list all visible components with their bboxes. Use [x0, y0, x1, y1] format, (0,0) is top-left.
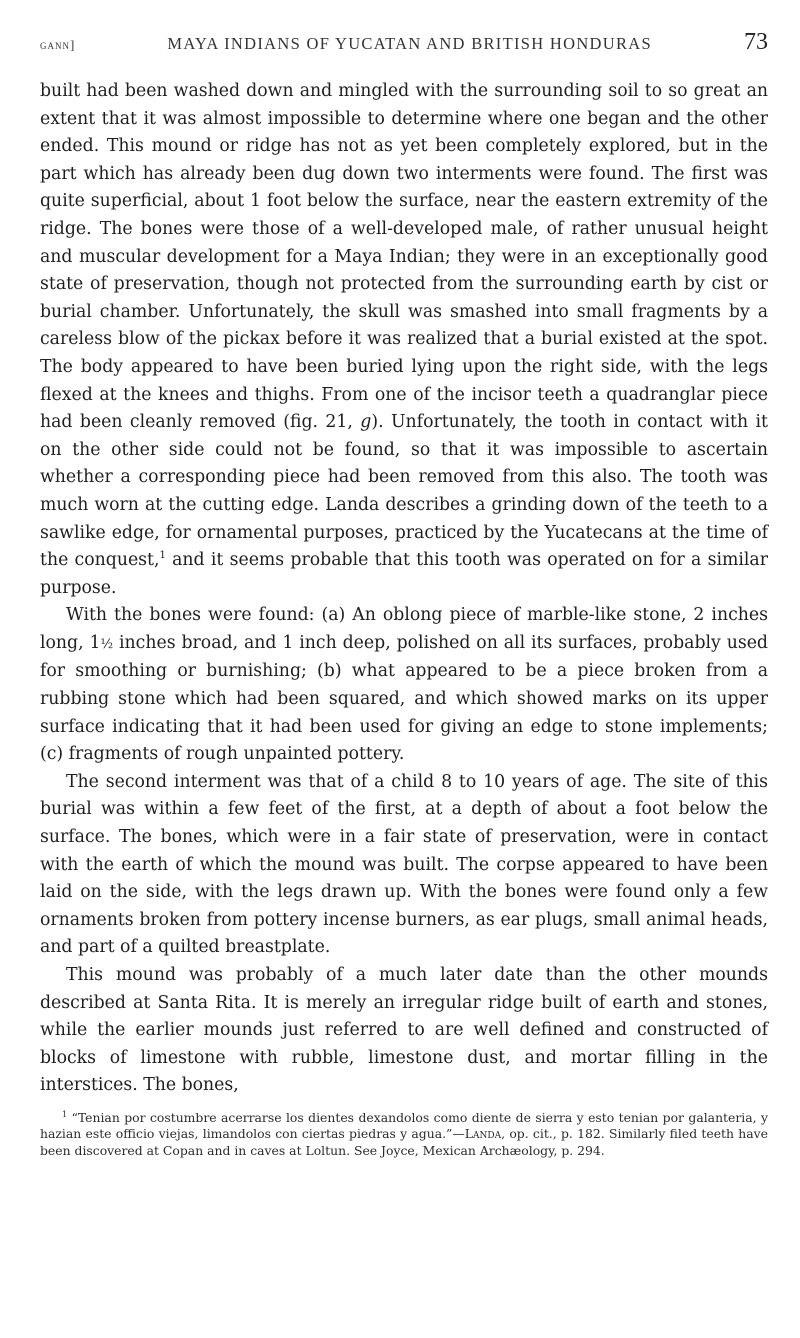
footnote-mark: 1: [62, 1109, 68, 1119]
fraction: ½: [100, 636, 114, 652]
footnote-1: [40, 1110, 768, 1159]
footnote-reference[interactable]: 1: [159, 550, 166, 562]
paragraph-1-text-b: ). Unfortunately, the tooth in contact with it on the other side could not be found, so that it was impossible to ascertain whether a corresponding piece had been removed from this also. The tooth was much worn at the cutting edge. Landa describes a grinding down of the teeth to a sawlike edge, for ornamental purposes, practiced by the Yucatecans at the time of the conquest,: [40, 412, 768, 571]
footnotes: [40, 1110, 768, 1159]
paragraph-2-text-a: With the bones were found: (a) An oblong piece of marble-like stone, 2 inches long, 1: [40, 605, 768, 653]
body-text: [40, 78, 768, 1100]
footnote-text-b: , op. cit., p. 182. Similarly filed teeth have been discovered at Copan and in caves at Loltun. See Joyce, Mexican Archæology, p. 294.: [40, 1126, 768, 1158]
footnote-text-a: “Tenian por costumbre acerrarse los dientes dexandolos como diente de sierra y esto tenian por galanteria, y hazian este officio viejas, limandolos con ciertas piedras y agua.”—: [40, 1109, 768, 1142]
paragraph-1: [40, 78, 768, 602]
paragraph-1-text-c: and it seems probable that this tooth was operated on for a similar purpose.: [40, 550, 768, 598]
running-head-author: gann]: [40, 37, 76, 52]
paragraph-1-text-a: built had been washed down and mingled with the surrounding soil to so great an extent that it was almost impossible to determine where one began and the other ended. This mound or ridge has not as yet been completely explored, but in the part which has already been dug down two interments were found. The first was quite superficial, about 1 foot below the surface, near the eastern extremity of the ridge. The bones were those of a well-developed male, of rather unusual height and muscular development for a Maya Indian; they were in an exceptionally good state of preservation, though not protected from the surrounding earth by cist or burial chamber. Unfortunately, the skull was smashed into small fragments by a careless blow of the pickax before it was realized that a burial existed at the spot. The body appeared to have been buried lying upon the right side, with the legs flexed at the knees and thighs. From one of the incisor teeth a quadranglar piece had been cleanly removed (fig. 21,: [40, 81, 768, 433]
page-number: 73: [743, 29, 768, 55]
paragraph-2-text-b: inches broad, and 1 inch deep, polished on all its surfaces, probably used for smoothing or burnishing; (b) what appeared to be a piece broken from a rubbing stone which had been squared, and which showed marks on its upper surface indicating that it had been used for giving an edge to stone implements; (c) fragments of rough unpainted pottery.: [40, 632, 768, 765]
footnote-author: Landa: [464, 1126, 502, 1142]
running-head: [40, 18, 768, 66]
paragraph-2: [40, 602, 768, 769]
running-head-title: MAYA INDIANS OF YUCATAN AND BRITISH HONDURAS: [167, 34, 652, 53]
paragraph-4: This mound was probably of a much later date than the other mounds described at Santa Rita. It is merely an irregular ridge built of earth and stones, while the earlier mounds just referred to are well defined and constructed of blocks of limestone with rubble, limestone dust, and mortar filling in the interstices. The bones,: [40, 965, 768, 1096]
figure-letter: g: [360, 412, 372, 433]
paragraph-3: The second interment was that of a child 8 to 10 years of age. The site of this burial was within a few feet of the first, at a depth of about a foot below the surface. The bones, which were in a fair state of preservation, were in contact with the earth of which the mound was built. The corpse appeared to have been laid on the side, with the legs drawn up. With the bones were found only a few ornaments broken from pottery incense burners, as ear plugs, small animal heads, and part of a quilted breastplate.: [40, 771, 768, 958]
book-page: [40, 18, 768, 1159]
